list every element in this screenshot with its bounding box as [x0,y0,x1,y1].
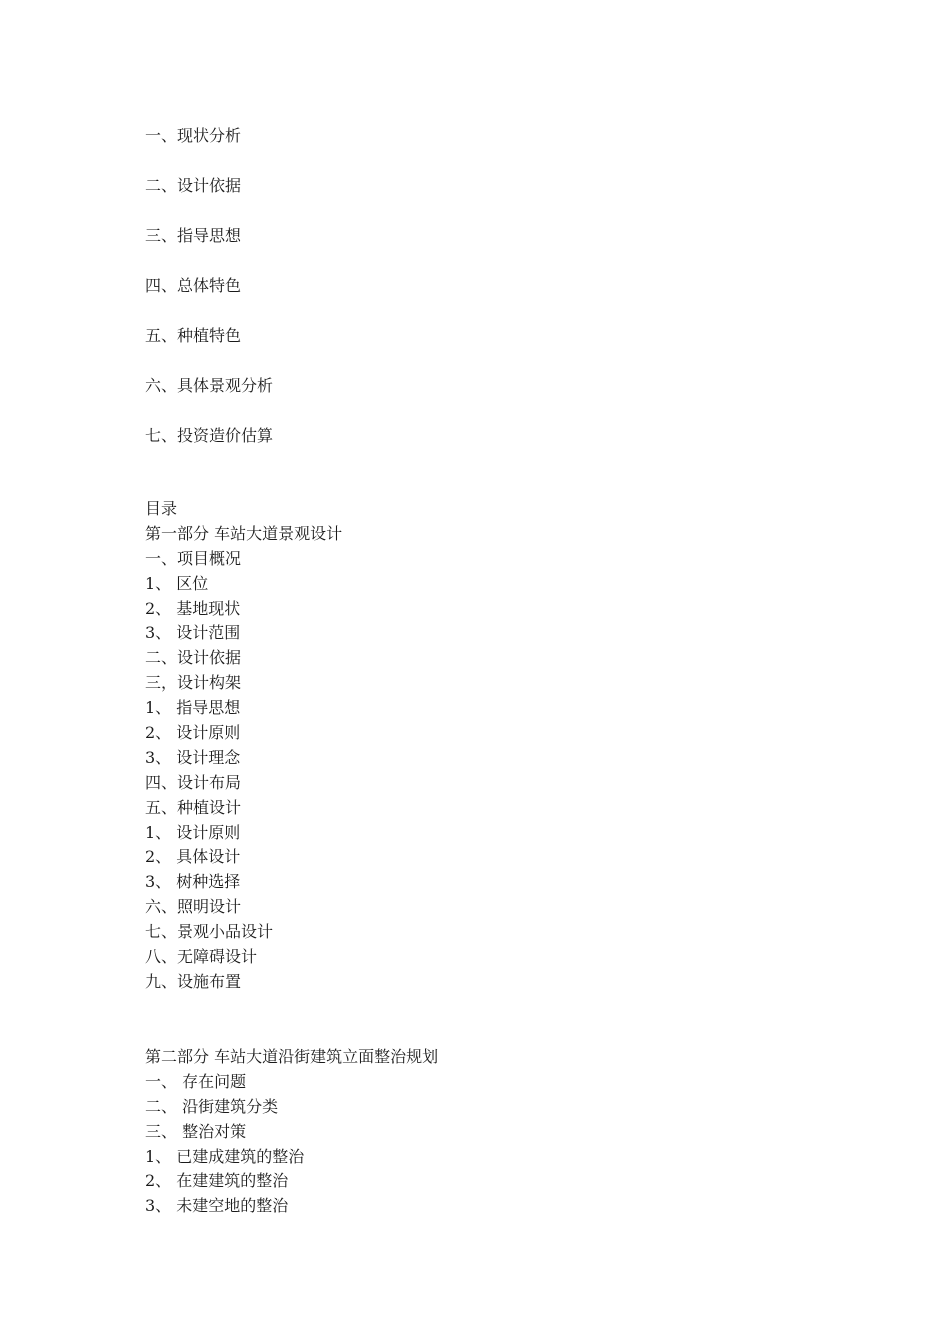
toc-title: 目录 [145,499,178,518]
toc-item: 四、设计布局 [145,772,242,792]
part2-item: 二、 沿街建筑分类 [145,1096,279,1116]
outline-item: 一、现状分析 [145,126,242,145]
toc-item: 2、 具体设计 [145,847,241,867]
toc-item: 六、照明设计 [145,897,242,917]
table-of-contents [145,497,342,995]
toc-item: 2、 基地现状 [145,598,241,618]
part2-title: 第二部分 车站大道沿街建筑立面整治规划 [145,1047,439,1066]
outline-item: 三、指导思想 [145,226,242,245]
part2-item: 1、 已建成建筑的整治 [145,1146,305,1166]
part2-item: 3、 未建空地的整治 [145,1196,289,1216]
toc-item: 一、项目概况 [145,548,242,568]
part2-section [145,1045,438,1219]
part2-item: 2、 在建建筑的整治 [145,1171,289,1191]
outline-item: 四、总体特色 [145,276,242,295]
toc-item: 八、无障碍设计 [145,947,258,967]
toc-item: 3、 设计范围 [145,623,241,643]
outline-item: 五、种植特色 [145,326,242,345]
toc-item: 3、 设计理念 [145,747,241,767]
toc-item: 五、种植设计 [145,797,242,817]
toc-item: 三，设计构架 [145,673,242,693]
toc-item: 二、设计依据 [145,648,242,668]
toc-item: 1、 指导思想 [145,698,241,718]
toc-item: 七、景观小品设计 [145,922,274,942]
outline-item: 二、设计依据 [145,176,242,195]
toc-item: 2、 设计原则 [145,723,241,743]
part2-item: 三、 整治对策 [145,1121,247,1141]
outline-item: 七、投资造价估算 [145,426,274,445]
part2-item: 一、 存在问题 [145,1071,247,1091]
toc-item: 1、 设计原则 [145,822,241,842]
toc-item: 九、设施布置 [145,971,242,991]
toc-item: 3、 树种选择 [145,872,241,892]
outline-item: 六、具体景观分析 [145,376,274,395]
toc-item: 1、 区位 [145,573,209,593]
part1-title: 第一部分 车站大道景观设计 [145,523,343,543]
summary-outline [145,124,273,474]
